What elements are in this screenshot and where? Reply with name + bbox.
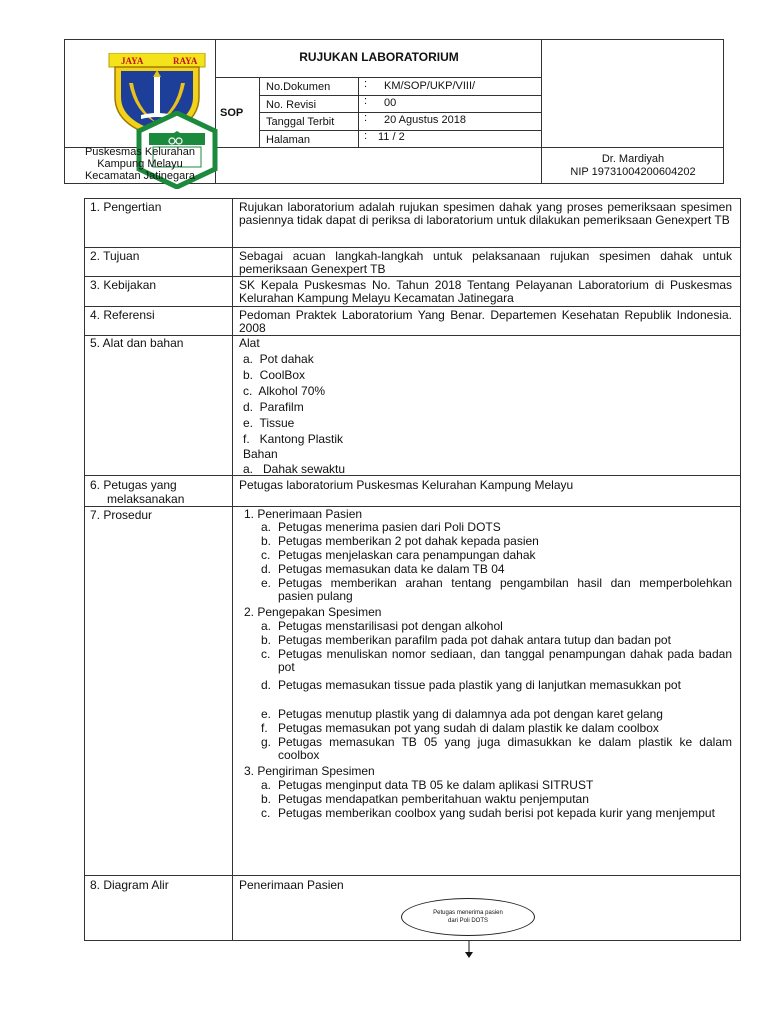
step-text: Petugas menstarilisasi pot dengan alkohol (278, 619, 503, 633)
row-label-referensi: 4. Referensi (90, 308, 155, 322)
step-marker: c. (261, 548, 271, 562)
step-text: Petugas menuliskan nomor sediaan, dan tanggal penampungan dahak pada badan pot (278, 647, 732, 674)
step-text: Petugas mendapatkan pemberitahuan waktu penjemputan (278, 792, 589, 806)
row-label-diagram: 8. Diagram Alir (90, 878, 169, 892)
row-label-tujuan: 2. Tujuan (90, 249, 140, 263)
step-marker: f. (261, 721, 268, 735)
alat-item: f. Kantong Plastik (243, 432, 344, 446)
step-text: Petugas memberikan arahan tentang pengambilan hasil dan memperbolehkan pasien pulang (278, 576, 732, 603)
alat-item: d. Parafilm (243, 400, 304, 414)
puskesmas-name (64, 146, 216, 182)
meta-key: Halaman (266, 134, 311, 146)
row-content-petugas: Petugas laboratorium Puskesmas Kelurahan Kampung Melayu (239, 478, 574, 492)
logo-text-left: JAYA (121, 56, 144, 66)
flow-node-oval (401, 898, 535, 936)
step-text: Petugas memasukan tissue pada plastik yang di lanjutkan memasukkan pot (278, 678, 681, 692)
meta-separator: : (364, 130, 368, 142)
alat-title: Alat (239, 336, 260, 350)
puskesmas-line: Kecamatan Jatinegara (84, 170, 196, 182)
meta-key: No. Revisi (266, 99, 317, 111)
row-label-prosedur: 7. Prosedur (90, 508, 153, 522)
meta-key: No.Dokumen (266, 81, 331, 93)
step-marker: g. (261, 735, 272, 749)
step-text: Petugas memberikan parafilm pada pot dahak antara tutup dan badan pot (278, 633, 671, 647)
alat-item: c. Alkohol 70% (243, 384, 326, 398)
meta-separator: : (364, 112, 368, 124)
signature-block (542, 153, 724, 179)
signer-nip: NIP 19731004200604202 (570, 166, 696, 178)
row-label-pengertian: 1. Pengertian (90, 200, 162, 214)
flow-arrow-down-icon (463, 941, 475, 959)
puskesmas-line: Puskesmas Kelurahan (84, 146, 196, 158)
signer-name: Dr. Mardiyah (601, 153, 665, 165)
header-divider (215, 77, 542, 78)
sop-label: SOP (220, 107, 244, 119)
table-column-divider (232, 198, 233, 941)
meta-value: 20 Agustus 2018 (384, 114, 466, 126)
meta-separator: : (364, 95, 368, 107)
step-marker: c. (261, 647, 271, 661)
step-marker: d. (261, 562, 272, 576)
alat-item: b. CoolBox (243, 368, 306, 382)
row-content-pengertian: Rujukan laboratorium adalah rujukan spesimen dahak yang proses pemeriksaan spesimen pasiennya tidak dapat di periksa di laboratorium untuk dilakukan pemeriksaan Genexpert TB (239, 200, 732, 227)
step-marker: e. (261, 576, 272, 590)
step-text: Petugas memberikan coolbox yang sudah berisi pot kepada kurir yang menjemput (278, 806, 715, 820)
meta-value: 11 / 2 (378, 131, 405, 143)
meta-separator: : (364, 78, 368, 90)
row-label-petugas-cont: melaksanakan (107, 492, 185, 506)
row-content-tujuan: Sebagai acuan langkah-langkah untuk pelaksanaan rujukan spesimen dahak untuk pemeriksaan Genexpert TB (239, 249, 732, 276)
step-marker: a. (261, 778, 272, 792)
prosedur-section-title: 1. Penerimaan Pasien (244, 507, 363, 521)
table-row-divider (84, 306, 741, 307)
diagram-title: Penerimaan Pasien (239, 878, 344, 892)
table-row-divider (84, 247, 741, 248)
step-text: Petugas memasukan TB 05 yang juga dimasukkan ke dalam plastik ke dalam coolbox (278, 735, 732, 762)
table-row-divider (84, 506, 741, 507)
flow-node-label: Petugas menerima pasien dari Poli DOTS (433, 910, 503, 924)
puskesmas-line: Kampung Melayu (97, 158, 183, 170)
step-text: Petugas memasukan data ke dalam TB 04 (278, 562, 505, 576)
prosedur-section-title: 2. Pengepakan Spesimen (244, 605, 382, 619)
header-divider (259, 95, 542, 96)
alat-item: e. Tissue (243, 416, 295, 430)
alat-item: a. Pot dahak (243, 352, 314, 366)
document-title: RUJUKAN LABORATORIUM (299, 50, 459, 64)
table-row-divider (84, 875, 741, 876)
step-marker: c. (261, 806, 271, 820)
table-row-divider (84, 475, 741, 476)
step-text: Petugas menutup plastik yang di dalamnya ada pot dengan karet gelang (278, 707, 663, 721)
meta-key: Tanggal Terbit (266, 116, 335, 128)
header-divider (259, 112, 542, 113)
bahan-title: Bahan (243, 447, 278, 461)
row-label-alat: 5. Alat dan bahan (90, 336, 184, 350)
step-text: Petugas memasukan pot yang sudah di dalam plastik ke dalam coolbox (278, 721, 659, 735)
table-row-divider (84, 276, 741, 277)
row-label-petugas: 6. Petugas yang (90, 478, 177, 492)
step-marker: d. (261, 678, 272, 692)
bahan-item: a. Dahak sewaktu (243, 462, 346, 476)
meta-value: 00 (384, 97, 397, 109)
prosedur-section-title: 3. Pengiriman Spesimen (244, 764, 375, 778)
row-label-kebijakan: 3. Kebijakan (90, 278, 157, 292)
step-marker: b. (261, 792, 272, 806)
row-content-kebijakan: SK Kepala Puskesmas No. Tahun 2018 Tentang Pelayanan Laboratorium di Puskesmas Kelurahan Kampung Melayu Kecamatan Jatinegara (239, 278, 732, 305)
step-text: Petugas menjelaskan cara penampungan dahak (278, 548, 536, 562)
step-marker: a. (261, 520, 272, 534)
step-marker: b. (261, 534, 272, 548)
meta-value: KM/SOP/UKP/VIII/ (384, 80, 476, 92)
step-text: Petugas menerima pasien dari Poli DOTS (278, 520, 501, 534)
step-text: Petugas menginput data TB 05 ke dalam aplikasi SITRUST (278, 778, 594, 792)
row-content-referensi: Pedoman Praktek Laboratorium Yang Benar. Departemen Kesehatan Republik Indonesia. 2008 (239, 308, 732, 335)
step-marker: a. (261, 619, 272, 633)
step-marker: b. (261, 633, 272, 647)
logo-text-right: RAYA (173, 56, 198, 66)
step-text: Petugas memberikan 2 pot dahak kepada pasien (278, 534, 539, 548)
step-marker: e. (261, 707, 272, 721)
